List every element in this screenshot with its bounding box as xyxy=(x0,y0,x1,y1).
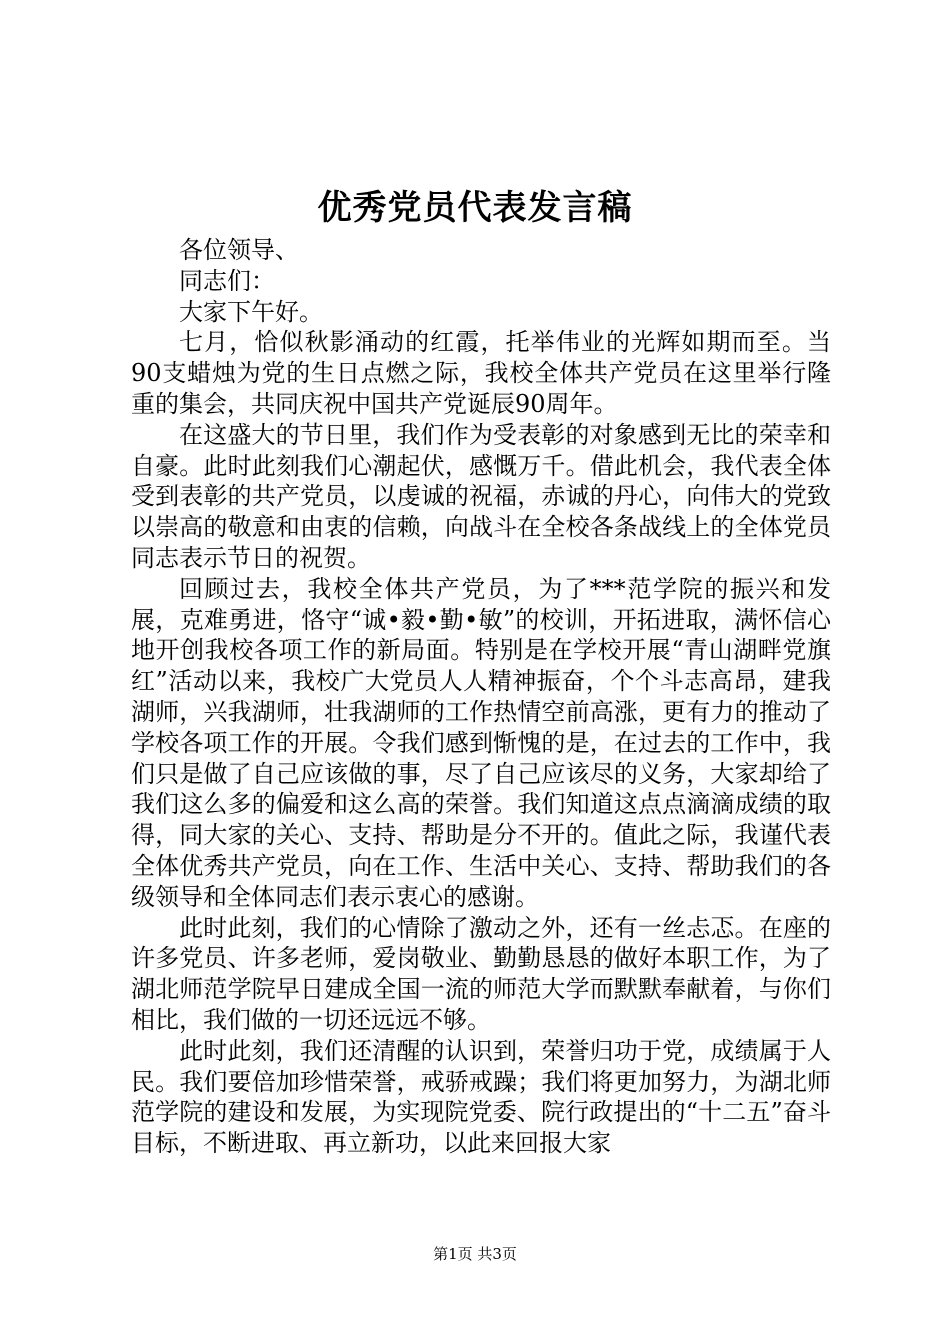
paragraph-honor: 此时此刻，我们还清醒的认识到，荣誉归功于党，成绩属于人民。我们要倍加珍惜荣誉，戒骄戒躁；我们将更加努力，为湖北师范学院的建设和发展，为实现院党委、院行政提出的“十二五”奋斗目标，不断进取、再立新功，以此来回报大家 xyxy=(131,1036,831,1158)
paragraph-july: 七月，恰似秋影涌动的红霞，托举伟业的光辉如期而至。当90支蜡烛为党的生日点燃之际，我校全体共产党员在这里举行隆重的集会，共同庆祝中国共产党诞辰90周年。 xyxy=(131,328,831,418)
page-number: 第1页 共3页 xyxy=(433,1245,517,1263)
document-body xyxy=(131,235,831,1159)
greeting: 大家下午好。 xyxy=(179,297,323,326)
document-title: 优秀党员代表发言稿 xyxy=(317,188,633,228)
paragraph-festival: 在这盛大的节日里，我们作为受表彰的对象感到无比的荣幸和自豪。此时此刻我们心潮起伏，感慨万千。借此机会，我代表全体受到表彰的共产党员，以虔诚的祝福，赤诚的丹心，向伟大的党致以崇高的敬意和由衷的信赖，向战斗在全校各条战线上的全体党员同志表示节日的祝贺。 xyxy=(131,420,831,572)
salutation-comrades: 同志们： xyxy=(179,266,275,295)
salutation-leaders: 各位领导、 xyxy=(179,236,299,264)
paragraph-uneasy: 此时此刻，我们的心情除了激动之外，还有一丝忐忑。在座的许多党员、许多老师，爱岗敬业、勤勤恳恳的做好本职工作，为了湖北师范学院早日建成全国一流的师范大学而默默奉献着，与你们相比，我们做的一切还远远不够。 xyxy=(131,913,831,1034)
paragraph-review: 回顾过去，我校全体共产党员，为了***范学院的振兴和发展，克难勇进，恪守“诚•毅•勤•敏”的校训，开拓进取，满怀信心地开创我校各项工作的新局面。特别是在学校开展“青山湖畔党旗红”活动以来，我校广大党员人人精神振奋，个个斗志高昂，建我湖师，兴我湖师，壮我湖师的工作热情空前高涨，更有力的推动了学校各项工作的开展。令我们感到惭愧的是，在过去的工作中，我们只是做了自己应该做的事，尽了自己应该尽的义务，大家却给了我们这么多的偏爱和这么高的荣誉。我们知道这点点滴滴成绩的取得，同大家的关心、支持、帮助是分不开的。值此之际，我谨代表全体优秀共产党员，向在工作、生活中关心、支持、帮助我们的各级领导和全体同志们表示衷心的感谢。 xyxy=(131,574,831,911)
